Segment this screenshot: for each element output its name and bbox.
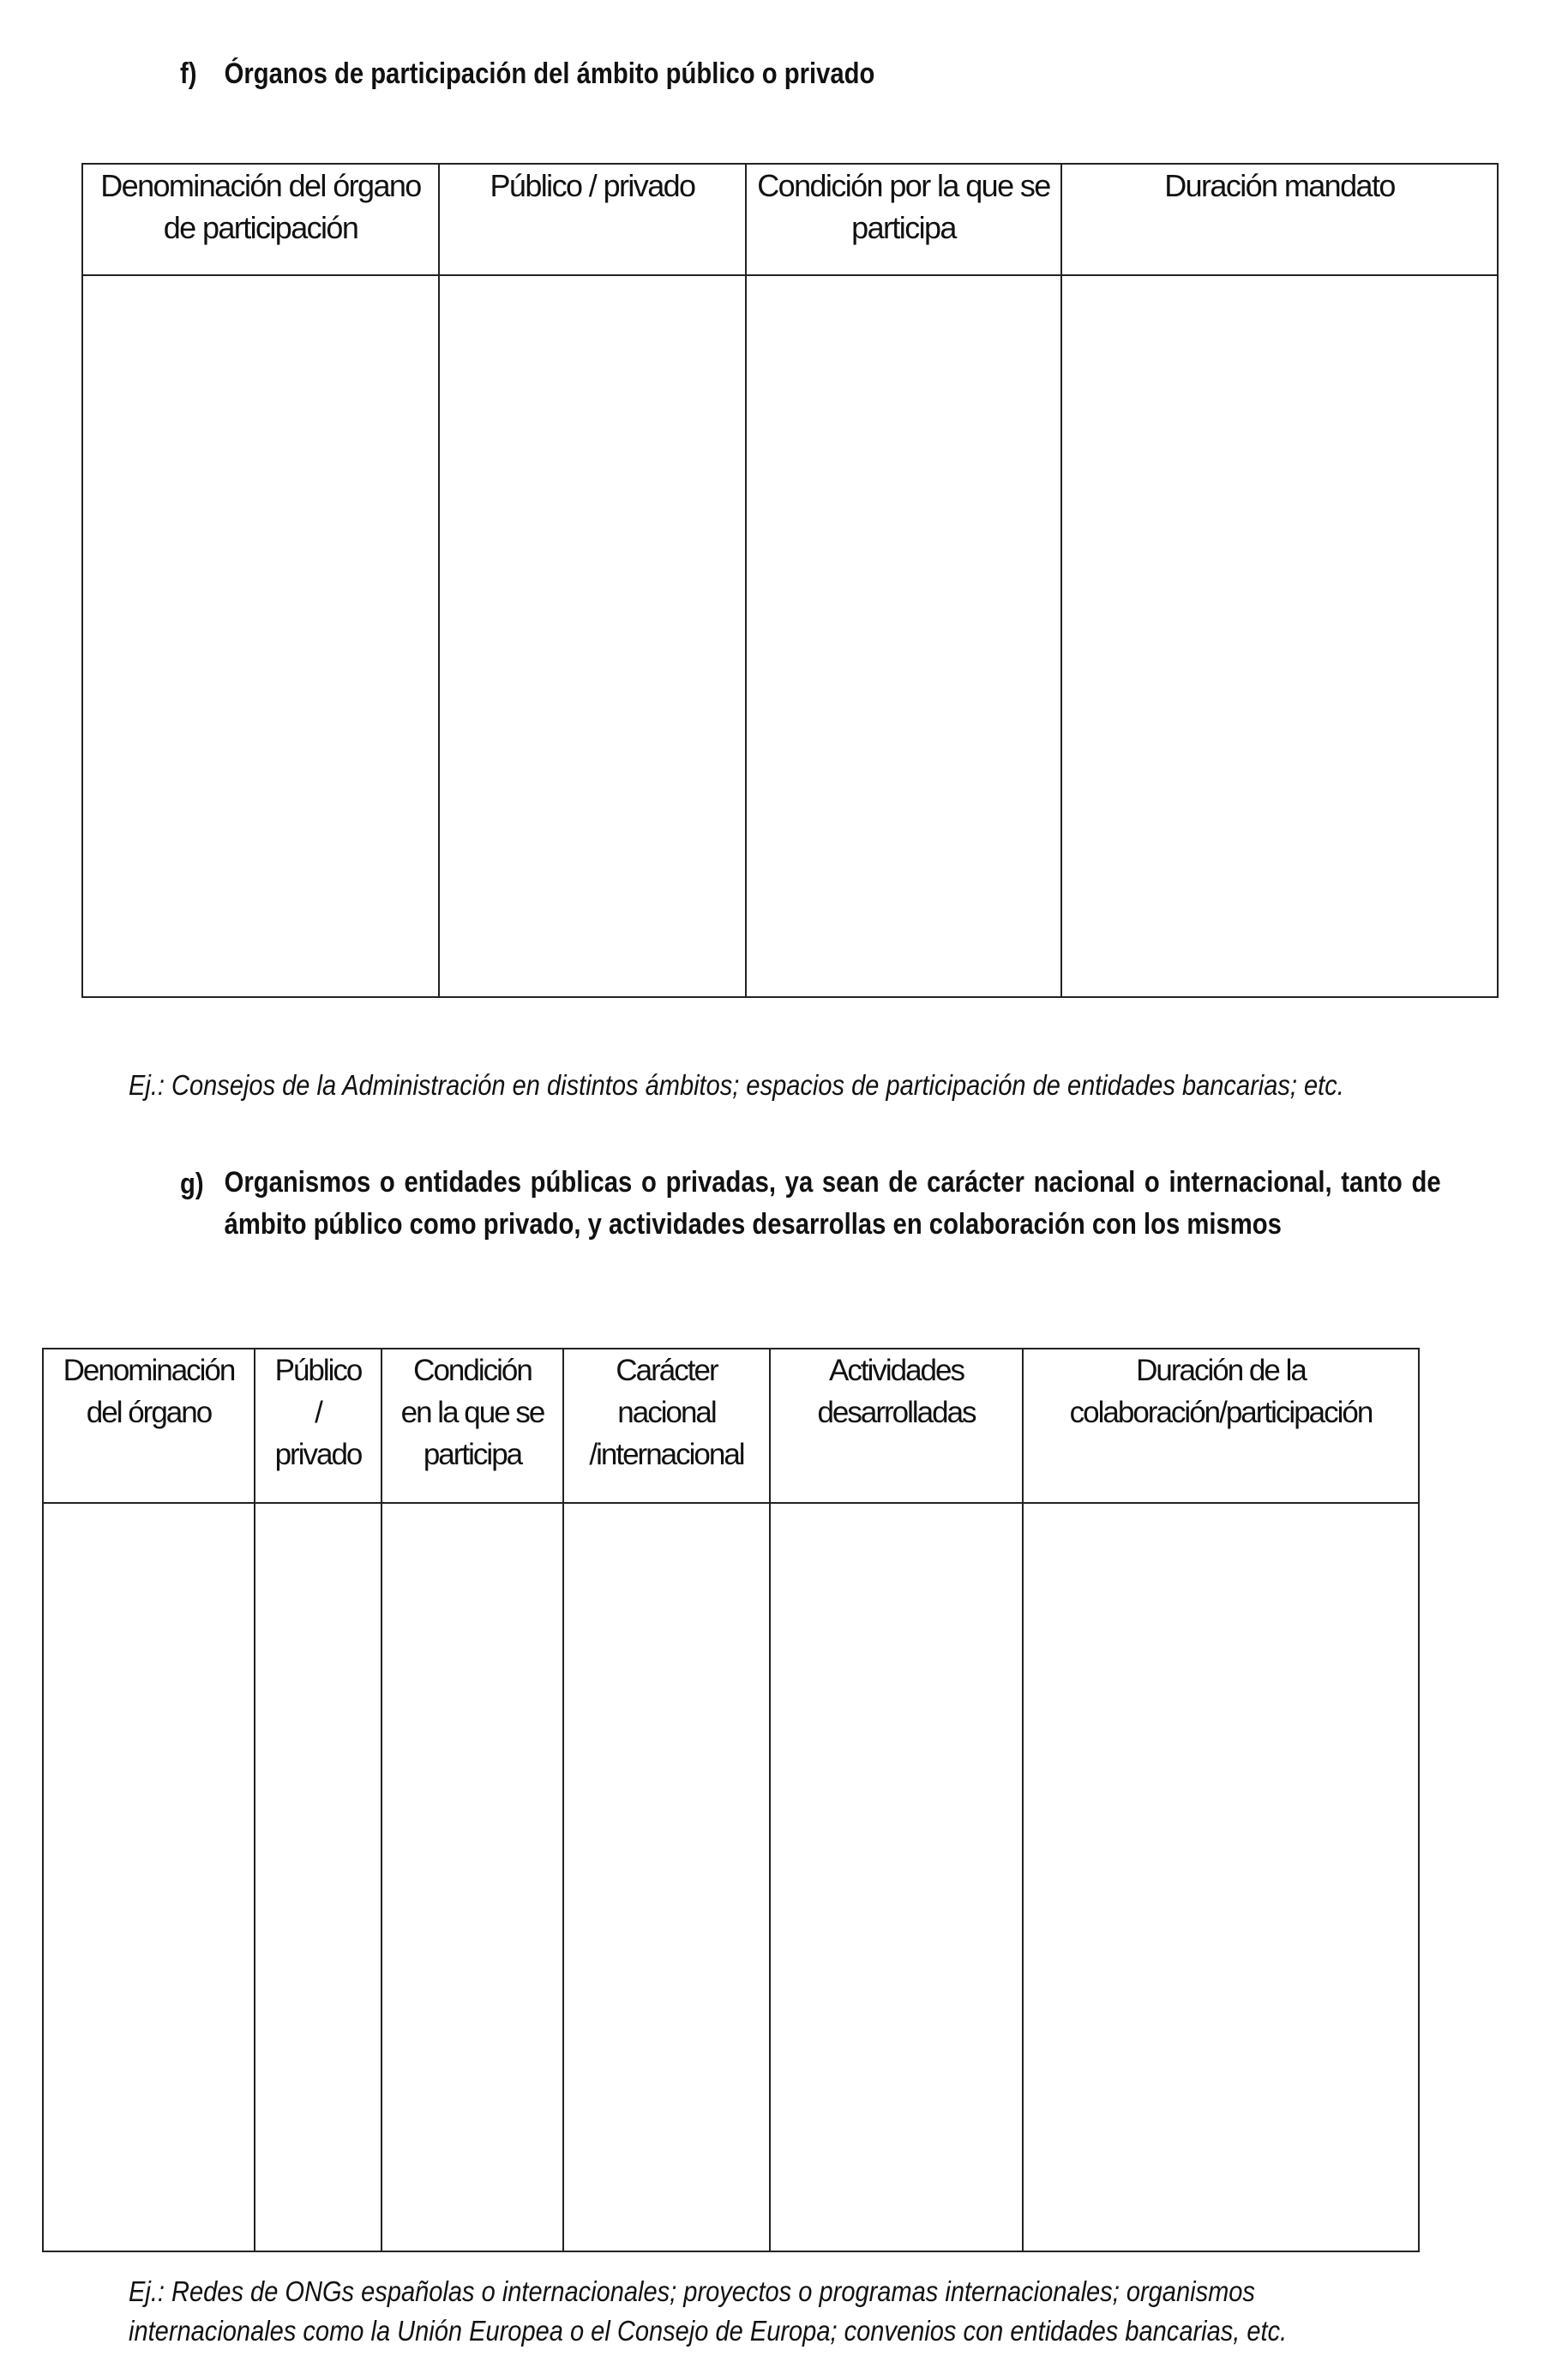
section-f-letter: f) [180,57,197,90]
section-f-heading [180,51,1138,103]
column-header-duracion-colaboracion: Duración de la colaboración/participación [1023,1349,1419,1503]
input-cell-publico-privado[interactable] [439,275,746,997]
input-cell-duracion-colaboracion[interactable] [1023,1503,1419,2251]
input-cell-publico-privado[interactable] [255,1503,381,2251]
input-cell-duracion-mandato[interactable] [1061,275,1498,997]
section-g-letter: g) [180,1168,204,1200]
table-row [82,275,1498,997]
column-header-caracter: Carácter nacional /internacional [563,1349,770,1503]
table-row [43,1503,1419,2251]
column-header-denominacion: Denominación del órgano de participación [82,164,439,275]
participation-bodies-table [81,163,1499,998]
input-cell-condicion[interactable] [746,275,1061,997]
table-header-row [43,1349,1419,1503]
section-g-note-line-2: internacionales como la Unión Europea o el Consejo de Europa; convenios con entidades bancarias, etc. [129,2315,1288,2347]
section-g-example-note [129,2272,1487,2351]
input-cell-denominacion[interactable] [43,1503,255,2251]
column-header-actividades: Actividades desarrolladas [770,1349,1023,1503]
input-cell-denominacion[interactable] [82,275,439,997]
column-header-condicion: Condición en la que se participa [381,1349,563,1503]
table-header-row [82,164,1498,275]
section-g-heading [180,1162,1441,1299]
input-cell-actividades[interactable] [770,1503,1023,2251]
column-header-publico-privado: Público / privado [439,164,746,275]
column-header-publico-privado: Público / privado [255,1349,381,1503]
column-header-denominacion: Denominación del órgano [43,1349,255,1503]
column-header-condicion: Condición por la que se participa [746,164,1061,275]
input-cell-condicion[interactable] [381,1503,563,2251]
section-f-example-note: Ej.: Consejos de la Administración en distintos ámbitos; espacios de participación de entidades bancarias; etc. [129,1069,1344,1101]
section-g-title: Organismos o entidades públicas o privadas, ya sean de carácter nacional o internacional, tanto de ámbito público como privado, y actividades desarrollas en colaboración con los mismos [224,1166,1441,1241]
input-cell-caracter[interactable] [563,1503,770,2251]
section-f-title: Órganos de participación del ámbito público o privado [224,57,875,90]
organizations-table [42,1348,1420,2252]
column-header-duracion-mandato: Duración mandato [1061,164,1498,275]
section-g-note-line-1: Ej.: Redes de ONGs españolas o internacionales; proyectos o programas internacionales; organismos [129,2275,1255,2307]
